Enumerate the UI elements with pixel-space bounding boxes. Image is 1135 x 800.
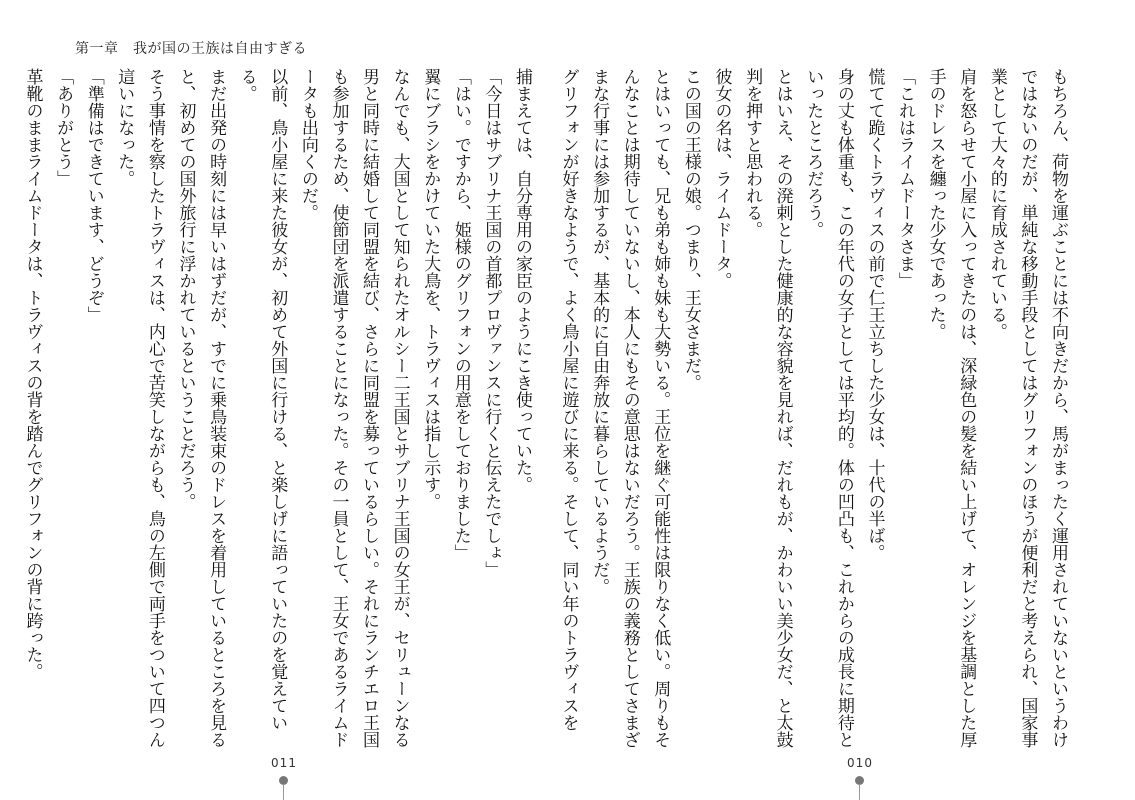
paragraph: 慌てて跪くトラヴィスの前で仁王立ちした少女は、十代の半ば。 — [864, 68, 885, 561]
paragraph: この国の王様の娘。つまり、王女さまだ。 — [680, 68, 701, 391]
paragraph: そう事情を察したトラヴィスは、内心で苦笑しながらも、鳥の左側で両手をついて四つん這いになった。 — [114, 68, 165, 748]
left-page — [0, 0, 567, 800]
paragraph: 「はい。ですから、姫様のグリフォンの用意をしておりました」 — [450, 68, 471, 561]
paragraph: 「準備はできています、どうぞ」 — [83, 68, 104, 323]
folio-line — [283, 784, 284, 800]
page-number: 011 — [271, 756, 297, 770]
folio-line — [859, 784, 860, 800]
right-page — [558, 0, 1135, 800]
paragraph: もちろん、荷物を運ぶことには不向きだから、馬がまったく運用されていないというわけではないのだが、単純な移動手段としてはグリフォンのほうが便利だと考えられ、国家事業として大々的に育成されている。 — [986, 68, 1068, 748]
paragraph: 「今日はサブリナ王国の首都プロヴァンスに行くと伝えたでしょ」 — [481, 68, 502, 578]
paragraph: とはいえ、その溌剌とした健康的な容貌を見れば、だれもが、かわいい美少女だ、と太鼓判を押すと思われる。 — [742, 68, 793, 748]
paragraph: とはいっても、兄も弟も姉も妹も大勢いる。王位を継ぐ可能性は限りなく低い。周りもそんなことは期待していないし、本人にもその意思はないだろう。王族の義務としてさまざまな行事には参加するが、基本的に自由奔放に暮らしているようだ。 — [589, 68, 671, 748]
paragraph: なんでも、大国として知られたオルシー二王国とサブリナ王国の女王が、セリューンなる男と同時に結婚して同盟を結び、さらに同盟を募っているらしい。それにランチエロ王国も参加するため、使節団を派遣することになった。その一員として、王女であるライムドータも出向くのだ。 — [297, 68, 410, 748]
paragraph: 彼女の名は、ライムドータ。 — [711, 68, 732, 289]
paragraph: 「ありがとう」 — [53, 68, 74, 187]
paragraph: 翼にブラシをかけていた大鳥を、トラヴィスは指し示す。 — [420, 68, 441, 510]
paragraph: 捕まえては、自分専用の家臣のようにこき使っていた。 — [512, 68, 532, 493]
right-page-body — [558, 68, 1073, 748]
paragraph: 肩を怒らせて小屋に入ってきたのは、深緑色の髪を結い上げて、オレンジを基調とした厚手のドレスを纏った少女であった。 — [925, 68, 977, 748]
page-number: 010 — [847, 756, 873, 770]
paragraph: 以前、鳥小屋に来た彼女が、初めて外国に行ける、と楽しげに語っていたのを覚えている。 — [236, 68, 288, 731]
paragraph: 「これはライムドータさま」 — [895, 68, 916, 289]
running-head: 第一章 我が国の王族は自由すぎる — [75, 41, 307, 57]
paragraph: 革靴のままライムドータは、トラヴィスの背を踏んでグリフォンの背に跨った。 — [22, 68, 43, 680]
left-page-body — [22, 68, 537, 748]
paragraph: まだ出発の時刻には早いはずだが、すでに乗鳥装束のドレスを着用しているところを見ると、初めての国外旅行に浮かれているということだろう。 — [175, 68, 227, 748]
paragraph: グリフォンが好きなようで、よく鳥小屋に遊びに来る。そして、同い年のトラヴィスを — [558, 68, 579, 731]
paragraph: 身の丈も体重も、この年代の女子としては平均的。体の凹凸も、これからの成長に期待といったところだろう。 — [803, 68, 854, 748]
